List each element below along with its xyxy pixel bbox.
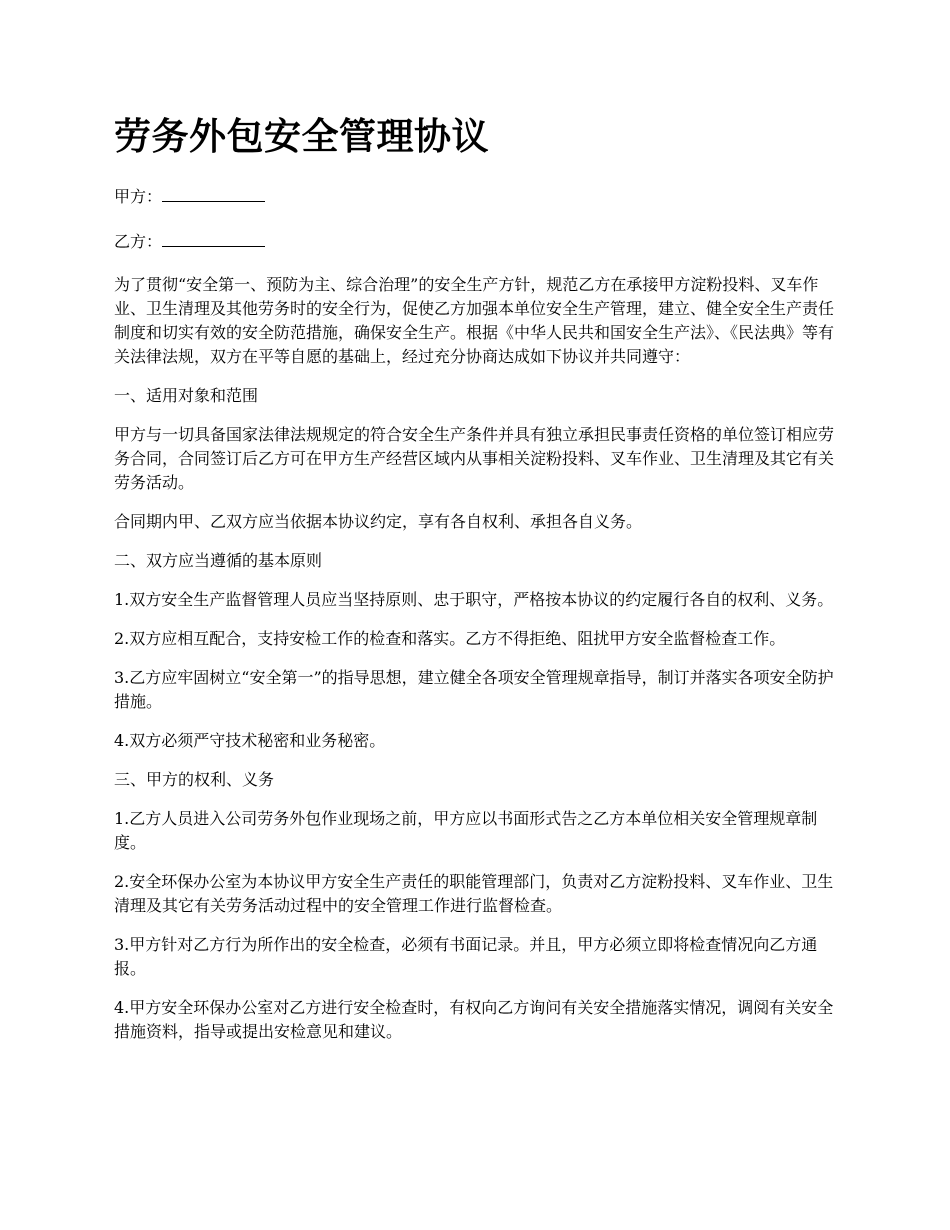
paragraph: 4.双方必须严守技术秘密和业务秘密。	[114, 731, 386, 750]
section-heading: 三、甲方的权利、义务	[114, 770, 275, 789]
party-a-line	[114, 183, 844, 209]
party-a-label: 甲方：	[114, 187, 163, 206]
paragraph: 3.乙方应牢固树立“安全第一”的指导思想，建立健全各项安全管理规章指导，制订并落实各项安全防护措施。	[114, 668, 834, 711]
paragraph: 1.双方安全生产监督管理人员应当坚持原则、忠于职守，严格按本协议的约定履行各自的权利、义务。	[114, 590, 834, 609]
paragraph: 2.安全环保办公室为本协议甲方安全生产责任的职能管理部门，负责对乙方淀粉投料、叉车作业、卫生清理及其它有关劳务活动过程中的安全管理工作进行监督检查。	[114, 872, 834, 915]
party-b-label: 乙方：	[114, 232, 163, 251]
party-a-blank	[162, 183, 265, 202]
paragraph: 合同期内甲、乙双方应当依据本协议约定，享有各自权利、承担各自义务。	[114, 512, 643, 531]
intro-paragraph: 为了贯彻“安全第一、预防为主、综合治理”的安全生产方针，规范乙方在承接甲方淀粉投料、叉车作业、卫生清理及其他劳务时的安全行为，促使乙方加强本单位安全生产管理，建立、健全安全生产责任制度和切实有效的安全防范措施，确保安全生产。根据《中华人民共和国安全生产法》、《民法典》等有关法律法规，双方在平等自愿的基础上，经过充分协商达成如下协议并共同遵守：	[114, 275, 835, 366]
document-page	[114, 112, 844, 1059]
paragraph: 4.甲方安全环保办公室对乙方进行安全检查时，有权向乙方询问有关安全措施落实情况，调阅有关安全措施资料，指导或提出安检意见和建议。	[114, 998, 834, 1041]
party-b-line	[114, 228, 844, 254]
paragraph: 3.甲方针对乙方行为所作出的安全检查，必须有书面记录。并且，甲方必须立即将检查情况向乙方通报。	[114, 935, 818, 978]
paragraph: 2.双方应相互配合，支持安检工作的检查和落实。乙方不得拒绝、阻扰甲方安全监督检查工作。	[114, 629, 786, 648]
paragraph: 甲方与一切具备国家法律法规规定的符合安全生产条件并具有独立承担民事责任资格的单位签订相应劳务合同，合同签订后乙方可在甲方生产经营区域内从事相关淀粉投料、叉车作业、卫生清理及其它有关劳务活动。	[114, 425, 835, 492]
paragraph: 1.乙方人员进入公司劳务外包作业现场之前，甲方应以书面形式告之乙方本单位相关安全管理规章制度。	[114, 809, 818, 852]
section-heading: 一、适用对象和范围	[114, 386, 259, 405]
document-title: 劳务外包安全管理协议	[114, 114, 489, 158]
section-heading: 二、双方应当遵循的基本原则	[114, 551, 323, 570]
party-b-blank	[162, 228, 265, 247]
